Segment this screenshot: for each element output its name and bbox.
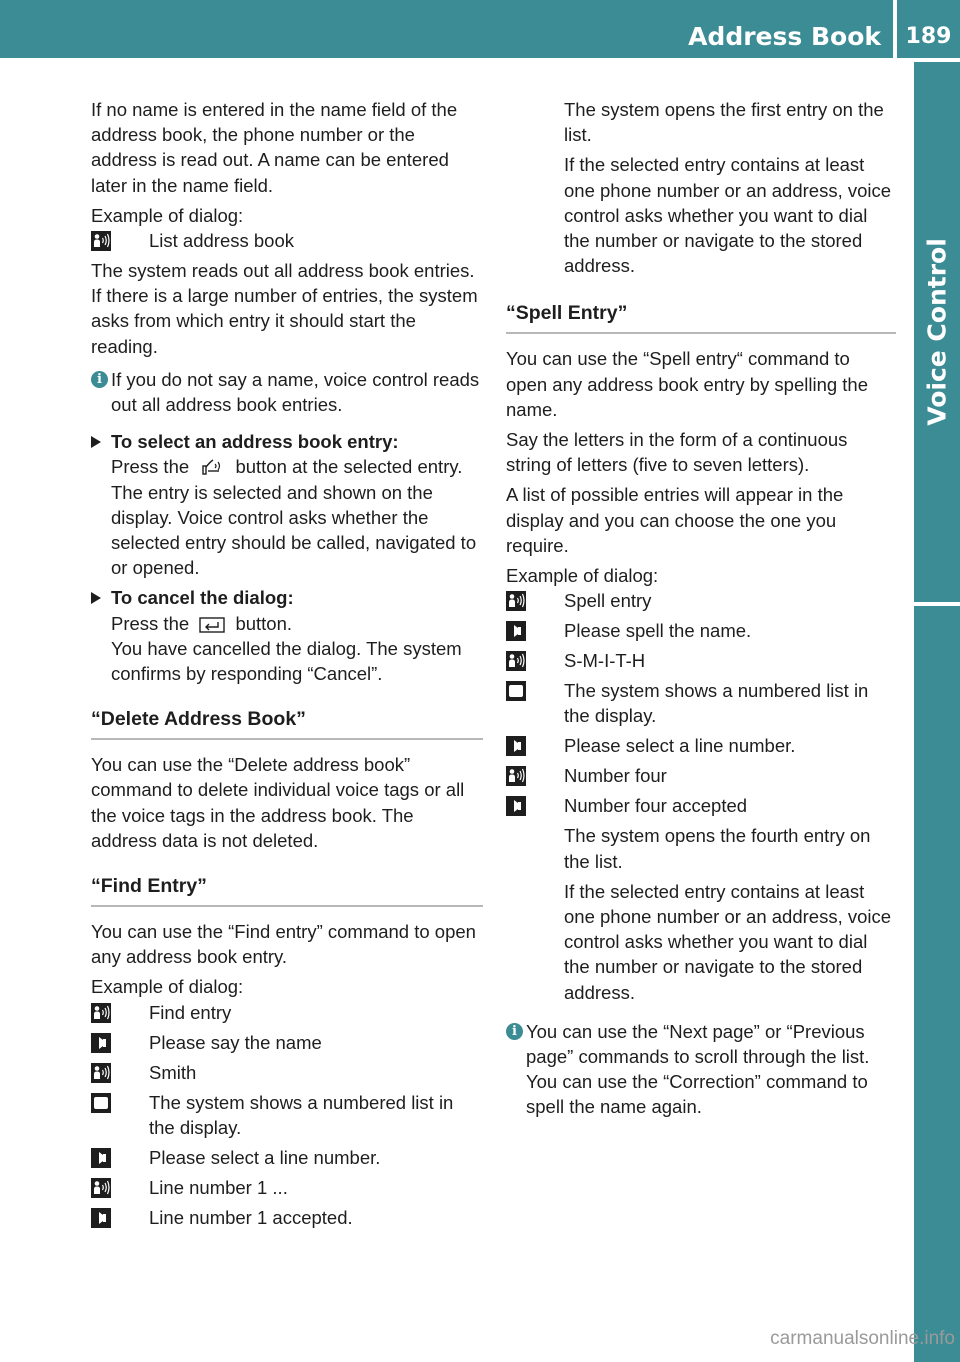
- watermark: carmanualsonline.info: [770, 1328, 955, 1349]
- step-text: Press the: [111, 612, 190, 634]
- find-entry-heading: “Find Entry”: [91, 873, 483, 907]
- dialog-row: [506, 733, 896, 758]
- spell-continuation: The system opens the fourth entry on the list.: [564, 825, 871, 872]
- step-text: Press the: [111, 456, 190, 478]
- info-note: [91, 367, 483, 417]
- dialog-text: S-M-I-T-H: [564, 650, 646, 672]
- step-title: To cancel the dialog:: [111, 587, 294, 609]
- system-speech-icon: [91, 1033, 111, 1053]
- spell-entry-heading: “Spell Entry”: [506, 300, 896, 334]
- step-result: You have cancelled the dialog. The system confirms by responding “Cancel”.: [111, 637, 462, 685]
- dialog-row: [91, 1030, 483, 1055]
- user-speech-icon: [91, 1003, 111, 1023]
- info-icon: i: [506, 1023, 523, 1040]
- dialog-text: The system shows a numbered list in the display.: [149, 1091, 454, 1138]
- step-text: button.: [235, 612, 293, 634]
- page-number: 189: [905, 24, 952, 49]
- step-instruction: [111, 611, 483, 636]
- dialog-text: Please select a line number.: [564, 735, 796, 757]
- dialog-row: [506, 793, 896, 818]
- find-continuation: If the selected entry contains at least one phone number or an address, voice control asks whether you want to dial the number or navigate to the stored address.: [564, 154, 892, 277]
- dialog-text: Smith: [149, 1061, 197, 1083]
- right-column: [506, 97, 896, 1132]
- dialog-list: [91, 228, 483, 253]
- step-result: The entry is selected and shown on the display. Voice control asks whether the selected entry should be called, navigated to or opened.: [111, 481, 477, 579]
- step-arrow-icon: [91, 592, 101, 604]
- display-icon: [506, 681, 526, 701]
- dialog-row: [506, 618, 896, 643]
- dialog-row: [91, 1175, 483, 1200]
- dialog-row: [506, 678, 896, 728]
- spell-paragraph: Say the letters in the form of a continuous string of letters (five to seven letters).: [506, 429, 848, 476]
- system-speech-icon: [506, 621, 526, 641]
- dialog-row: [91, 1205, 483, 1230]
- user-speech-icon: [506, 766, 526, 786]
- dialog-row: [506, 588, 896, 613]
- dialog-text: Please select a line number.: [149, 1146, 381, 1168]
- example-label: Example of dialog:: [506, 565, 659, 587]
- info-icon: i: [91, 371, 108, 388]
- example-label: Example of dialog:: [91, 204, 244, 226]
- note-text: You can use the “Next page” or “Previous page” commands to scroll through the list. You can use the “Correction” command to spell the name again.: [526, 1020, 870, 1118]
- system-speech-icon: [91, 1148, 111, 1168]
- delete-paragraph: You can use the “Delete address book” command to delete individual voice tags or all the voice tags in the address book. The address data is not deleted.: [91, 754, 465, 851]
- step-title: To select an address book entry:: [111, 431, 399, 453]
- dialog-row: [506, 648, 896, 673]
- system-speech-icon: [506, 736, 526, 756]
- side-tab: [914, 62, 960, 602]
- find-continuation: The system opens the first entry on the list.: [564, 99, 884, 146]
- dialog-text: Line number 1 ...: [149, 1176, 288, 1198]
- example-label: Example of dialog:: [91, 976, 244, 998]
- find-paragraph: You can use the “Find entry” command to open any address book entry.: [91, 921, 476, 968]
- left-column: [91, 97, 483, 1235]
- step-instruction: [111, 454, 483, 479]
- dialog-text: Find entry: [149, 1001, 232, 1023]
- spell-continuation: If the selected entry contains at least one phone number or an address, voice control asks whether you want to dial the number or navigate to the stored address.: [564, 880, 892, 1003]
- dialog-text: Line number 1 accepted.: [149, 1206, 353, 1228]
- user-speech-icon: [91, 1178, 111, 1198]
- side-block: [914, 606, 960, 1362]
- step-cancel-dialog: [91, 585, 483, 686]
- display-icon: [91, 1093, 111, 1113]
- delete-address-book-heading: “Delete Address Book”: [91, 706, 483, 740]
- dialog-text: Spell entry: [564, 590, 652, 612]
- dialog-row: [91, 1000, 483, 1025]
- side-tab-label: Voice Control: [922, 238, 952, 426]
- system-speech-icon: [91, 1208, 111, 1228]
- dialog-text: Please spell the name.: [564, 620, 752, 642]
- dialog-text: Please say the name: [149, 1031, 322, 1053]
- dialog-list: [506, 588, 896, 818]
- dialog-text: The system shows a numbered list in the display.: [564, 680, 869, 727]
- user-speech-icon: [91, 231, 111, 251]
- spell-paragraph: You can use the “Spell entry“ command to open any address book entry by spelling the name.: [506, 348, 869, 420]
- back-button-icon: [194, 617, 230, 635]
- user-speech-icon: [91, 1063, 111, 1083]
- dialog-text: List address book: [149, 230, 295, 252]
- dialog-text: Number four accepted: [564, 795, 748, 817]
- dialog-row: [91, 1090, 483, 1140]
- user-speech-icon: [506, 651, 526, 671]
- talk-button-icon: [194, 458, 230, 476]
- step-text: button at the selected entry.: [235, 456, 463, 478]
- dialog-text: Number four: [564, 765, 667, 787]
- system-speech-icon: [506, 796, 526, 816]
- intro-paragraph: If no name is entered in the name field of the address book, the phone number or the address is read out. A name can be entered later in the name field.: [91, 99, 458, 196]
- dialog-list: [91, 1000, 483, 1230]
- dialog-row: [91, 1145, 483, 1170]
- note-text: If you do not say a name, voice control reads out all address book entries.: [111, 368, 480, 416]
- page-title: Address Book: [688, 22, 881, 51]
- dialog-row: [506, 763, 896, 788]
- spell-paragraph: A list of possible entries will appear in the display and you can choose the one you require.: [506, 484, 844, 556]
- user-speech-icon: [506, 591, 526, 611]
- dialog-row: [91, 1060, 483, 1085]
- dialog-row: [91, 228, 483, 253]
- info-note: [506, 1019, 896, 1120]
- reads-paragraph: The system reads out all address book entries. If there is a large number of entries, the system asks from which entry it should start the reading.: [91, 260, 478, 357]
- step-arrow-icon: [91, 436, 101, 448]
- step-select-entry: [91, 429, 483, 580]
